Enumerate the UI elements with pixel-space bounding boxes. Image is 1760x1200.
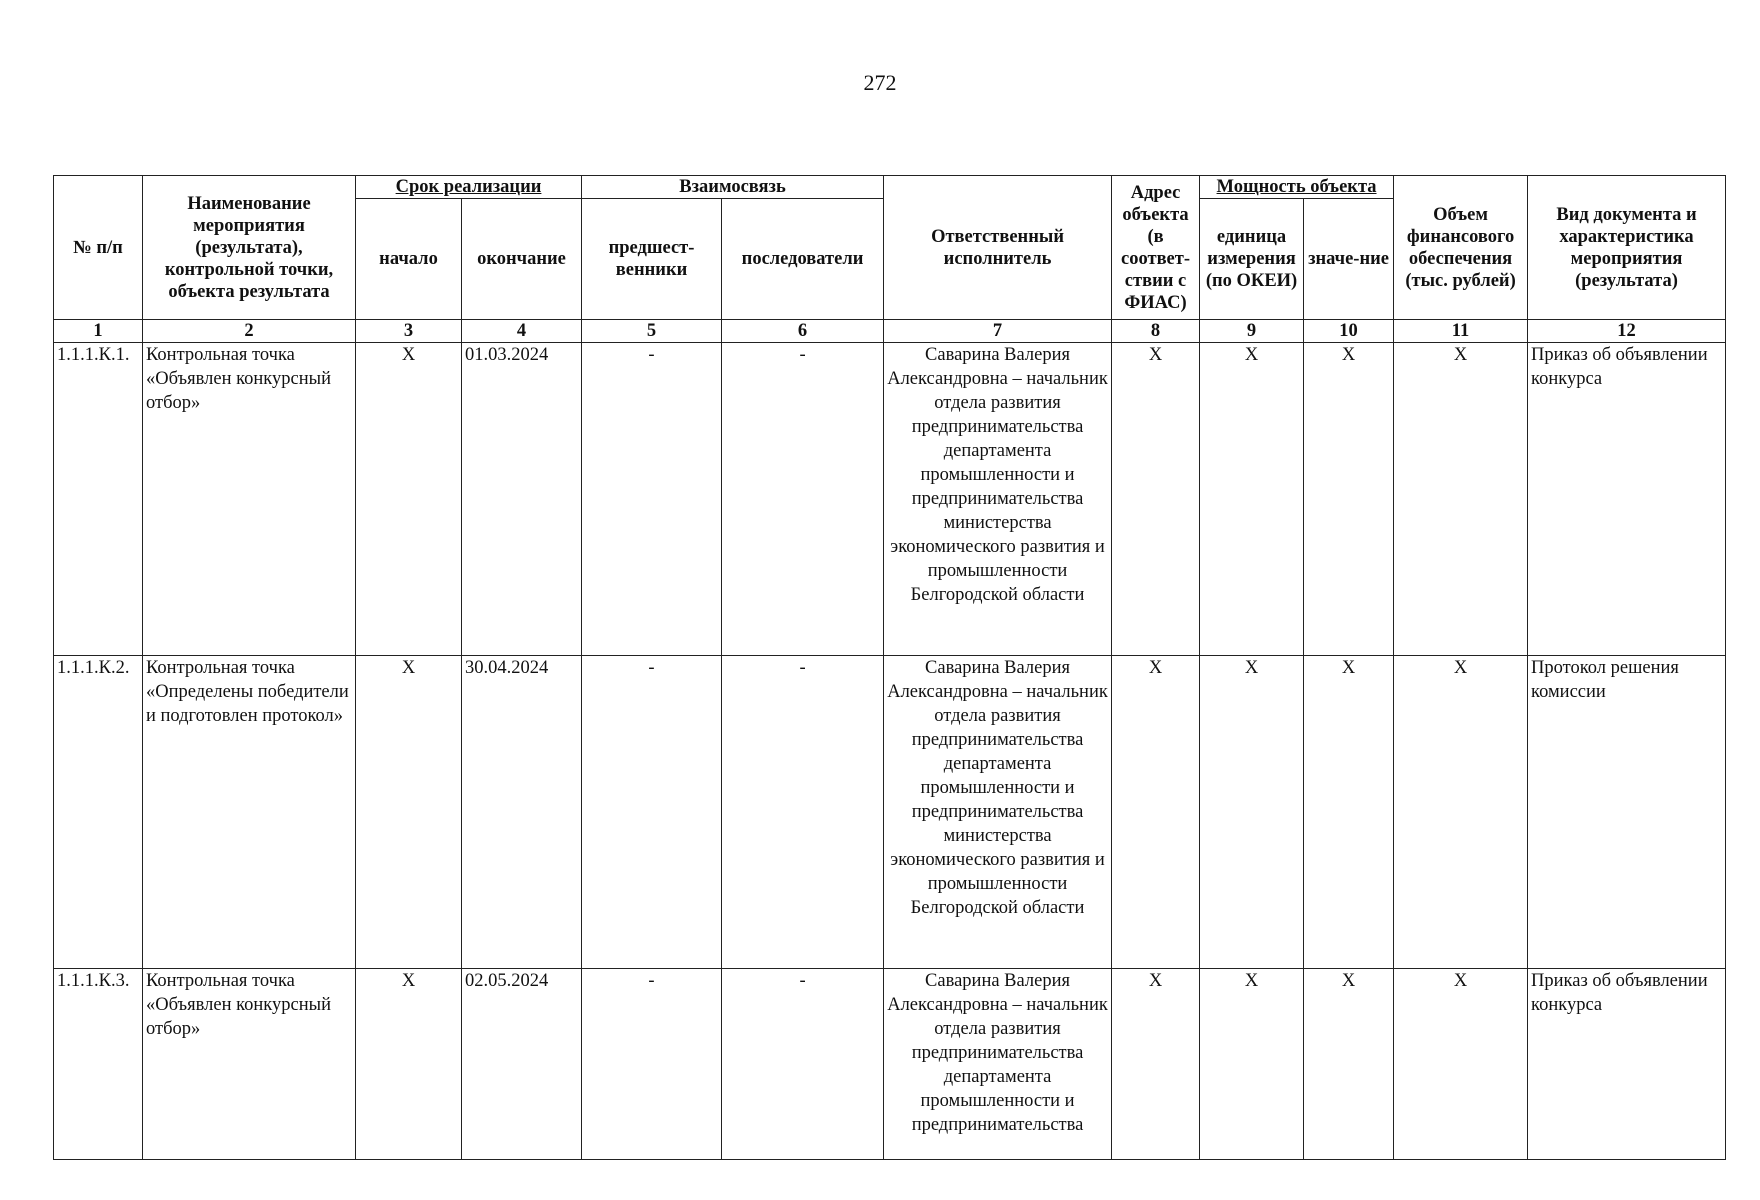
cell-value: X	[1304, 969, 1394, 1160]
plan-table	[53, 175, 1726, 1160]
header-responsible: Ответственный исполнитель	[884, 176, 1112, 320]
column-number: 5	[582, 320, 722, 343]
cell-succ: -	[722, 969, 884, 1160]
cell-end: 30.04.2024	[462, 656, 582, 969]
cell-finance: X	[1394, 343, 1528, 656]
cell-doc: Приказ об объявлении конкурса	[1528, 343, 1726, 656]
column-number: 8	[1112, 320, 1200, 343]
header-capacity-value: значе-ние	[1304, 199, 1394, 320]
cell-succ: -	[722, 656, 884, 969]
cell-unit: X	[1200, 343, 1304, 656]
table-row	[54, 343, 1726, 656]
cell-finance: X	[1394, 656, 1528, 969]
cell-responsible: Саварина Валерия Александровна – начальник отдела развития предпринимательства департамента промышленности и предпринимательства министерства экономического развития и промышленности Белгородской области	[884, 656, 1112, 969]
column-number: 6	[722, 320, 884, 343]
column-numbers-row	[54, 320, 1726, 343]
cell-doc: Протокол решения комиссии	[1528, 656, 1726, 969]
header-link-succ: последователи	[722, 199, 884, 320]
cell-unit: X	[1200, 969, 1304, 1160]
header-link-pred: предшест-венники	[582, 199, 722, 320]
header-capacity-unit: единица измерения (по ОКЕИ)	[1200, 199, 1304, 320]
cell-unit: X	[1200, 656, 1304, 969]
header-term-start: начало	[356, 199, 462, 320]
cell-finance: X	[1394, 969, 1528, 1160]
page-number: 272	[863, 70, 897, 95]
column-number: 3	[356, 320, 462, 343]
header-row-1	[54, 176, 1726, 199]
header-finance: Объем финансового обеспечения (тыс. рублей)	[1394, 176, 1528, 320]
column-number: 7	[884, 320, 1112, 343]
header-address: Адрес объекта (в соответ-ствии с ФИАС)	[1112, 176, 1200, 320]
cell-num: 1.1.1.К.1.	[54, 343, 143, 656]
header-num: № п/п	[54, 176, 143, 320]
cell-end: 01.03.2024	[462, 343, 582, 656]
column-number: 12	[1528, 320, 1726, 343]
table-row	[54, 656, 1726, 969]
column-number: 11	[1394, 320, 1528, 343]
cell-start: X	[356, 656, 462, 969]
cell-name: Контрольная точка «Объявлен конкурсный отбор»	[143, 343, 356, 656]
column-number: 2	[143, 320, 356, 343]
header-capacity: Мощность объекта	[1200, 176, 1394, 199]
header-term-end: окончание	[462, 199, 582, 320]
column-number: 4	[462, 320, 582, 343]
column-number: 10	[1304, 320, 1394, 343]
cell-name: Контрольная точка «Определены победители и подготовлен протокол»	[143, 656, 356, 969]
header-name: Наименование мероприятия (результата), контрольной точки, объекта результата	[143, 176, 356, 320]
cell-name: Контрольная точка «Объявлен конкурсный отбор»	[143, 969, 356, 1160]
cell-end: 02.05.2024	[462, 969, 582, 1160]
column-number: 1	[54, 320, 143, 343]
cell-num: 1.1.1.К.3.	[54, 969, 143, 1160]
cell-address: X	[1112, 656, 1200, 969]
cell-pred: -	[582, 343, 722, 656]
cell-responsible: Саварина Валерия Александровна – начальник отдела развития предпринимательства департамента промышленности и предпринимательства	[884, 969, 1112, 1160]
cell-pred: -	[582, 969, 722, 1160]
cell-value: X	[1304, 656, 1394, 969]
cell-value: X	[1304, 343, 1394, 656]
cell-start: X	[356, 969, 462, 1160]
table-row	[54, 969, 1726, 1160]
cell-start: X	[356, 343, 462, 656]
cell-address: X	[1112, 969, 1200, 1160]
cell-responsible: Саварина Валерия Александровна – начальник отдела развития предпринимательства департамента промышленности и предпринимательства министерства экономического развития и промышленности Белгородской области	[884, 343, 1112, 656]
cell-address: X	[1112, 343, 1200, 656]
header-doc: Вид документа и характеристика мероприятия (результата)	[1528, 176, 1726, 320]
header-term: Срок реализации	[356, 176, 582, 199]
cell-pred: -	[582, 656, 722, 969]
header-link: Взаимосвязь	[582, 176, 884, 199]
cell-num: 1.1.1.К.2.	[54, 656, 143, 969]
column-number: 9	[1200, 320, 1304, 343]
cell-doc: Приказ об объявлении конкурса	[1528, 969, 1726, 1160]
cell-succ: -	[722, 343, 884, 656]
